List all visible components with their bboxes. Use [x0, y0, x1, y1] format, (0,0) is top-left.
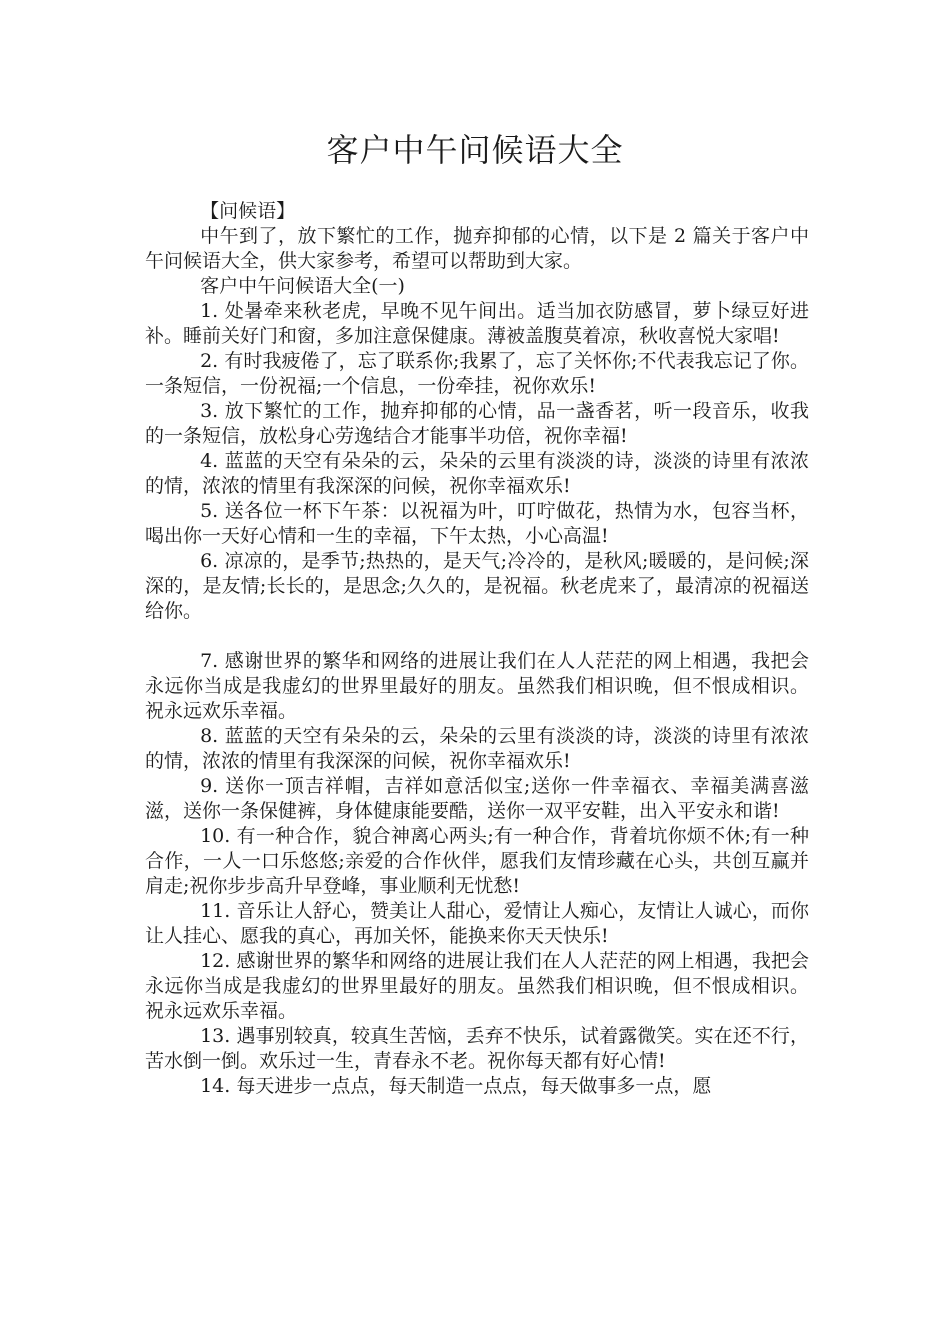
paragraph-item-3: 3. 放下繁忙的工作，抛弃抑郁的心情，品一盏香茗，听一段音乐，收我的一条短信，放松身心劳逸结合才能事半功倍，祝你幸福!: [145, 400, 809, 447]
paragraph-item-7: 7. 感谢世界的繁华和网络的进展让我们在人人茫茫的网上相遇，我把会永远你当成是我虚幻的世界里最好的朋友。虽然我们相识晚，但不恨成相识。祝永远欢乐幸福。: [145, 650, 809, 722]
paragraph-item-2: 2. 有时我疲倦了，忘了联系你;我累了，忘了关怀你;不代表我忘记了你。一条短信，一份祝福;一个信息，一份牵挂，祝你欢乐!: [145, 350, 809, 397]
paragraph-section-heading: 客户中午问候语大全(一): [200, 275, 405, 297]
paragraph-blank: [145, 624, 809, 649]
paragraph-item-9: 9. 送你一顶吉祥帽，吉祥如意活似宝;送你一件幸福衣、幸福美满喜滋滋，送你一条保健裤，身体健康能要酷，送你一双平安鞋，出入平安永和谐!: [145, 775, 809, 822]
document-body: [145, 199, 809, 1099]
paragraph-item-5: 5. 送各位一杯下午茶：以祝福为叶，叮咛做花，热情为水，包容当杯，喝出你一天好心情和一生的幸福，下午太热，小心高温!: [145, 500, 809, 547]
paragraph-intro: 中午到了，放下繁忙的工作，抛弃抑郁的心情，以下是 2 篇关于客户中午问候语大全，供大家参考，希望可以帮助到大家。: [145, 225, 809, 272]
paragraph-item-14: 14. 每天进步一点点，每天制造一点点，每天做事多一点，愿: [200, 1075, 712, 1097]
paragraph-item-10: 10. 有一种合作，貌合神离心两头;有一种合作，背着坑你烦不休;有一种合作，一人一口乐悠悠;亲爱的合作伙伴，愿我们友情珍藏在心头，共创互赢并肩走;祝你步步高升早登峰，事业顺利无忧愁!: [145, 825, 809, 897]
paragraph-item-11: 11. 音乐让人舒心，赞美让人甜心，爱情让人痴心，友情让人诚心，而你让人挂心、愿我的真心，再加关怀，能换来你天天快乐!: [145, 900, 809, 947]
paragraph-item-13: 13. 遇事别较真，较真生苦恼，丢弃不快乐，试着露微笑。实在还不行，苦水倒一倒。欢乐过一生，青春永不老。祝你每天都有好心情!: [145, 1025, 809, 1072]
paragraph-item-6: 6. 凉凉的，是季节;热热的，是天气;冷冷的，是秋风;暖暖的，是问候;深深的，是友情;长长的，是思念;久久的，是祝福。秋老虎来了，最清凉的祝福送给你。: [145, 550, 809, 622]
paragraph-item-8: 8. 蓝蓝的天空有朵朵的云，朵朵的云里有淡淡的诗，淡淡的诗里有浓浓的情，浓浓的情里有我深深的问候，祝你幸福欢乐!: [145, 725, 809, 772]
paragraph-item-1: 1. 处暑牵来秋老虎，早晚不见午间出。适当加衣防感冒，萝卜绿豆好进补。睡前关好门和窗，多加注意保健康。薄被盖腹莫着凉，秋收喜悦大家唱!: [145, 300, 809, 347]
document-title: 客户中午问候语大全: [326, 131, 624, 169]
paragraph-item-4: 4. 蓝蓝的天空有朵朵的云，朵朵的云里有淡淡的诗，淡淡的诗里有浓浓的情，浓浓的情里有我深深的问候，祝你幸福欢乐!: [145, 450, 809, 497]
paragraph-item-12: 12. 感谢世界的繁华和网络的进展让我们在人人茫茫的网上相遇，我把会永远你当成是我虚幻的世界里最好的朋友。虽然我们相识晚，但不恨成相识。祝永远欢乐幸福。: [145, 950, 809, 1022]
paragraph-heading-tag: 【问候语】: [200, 200, 296, 222]
